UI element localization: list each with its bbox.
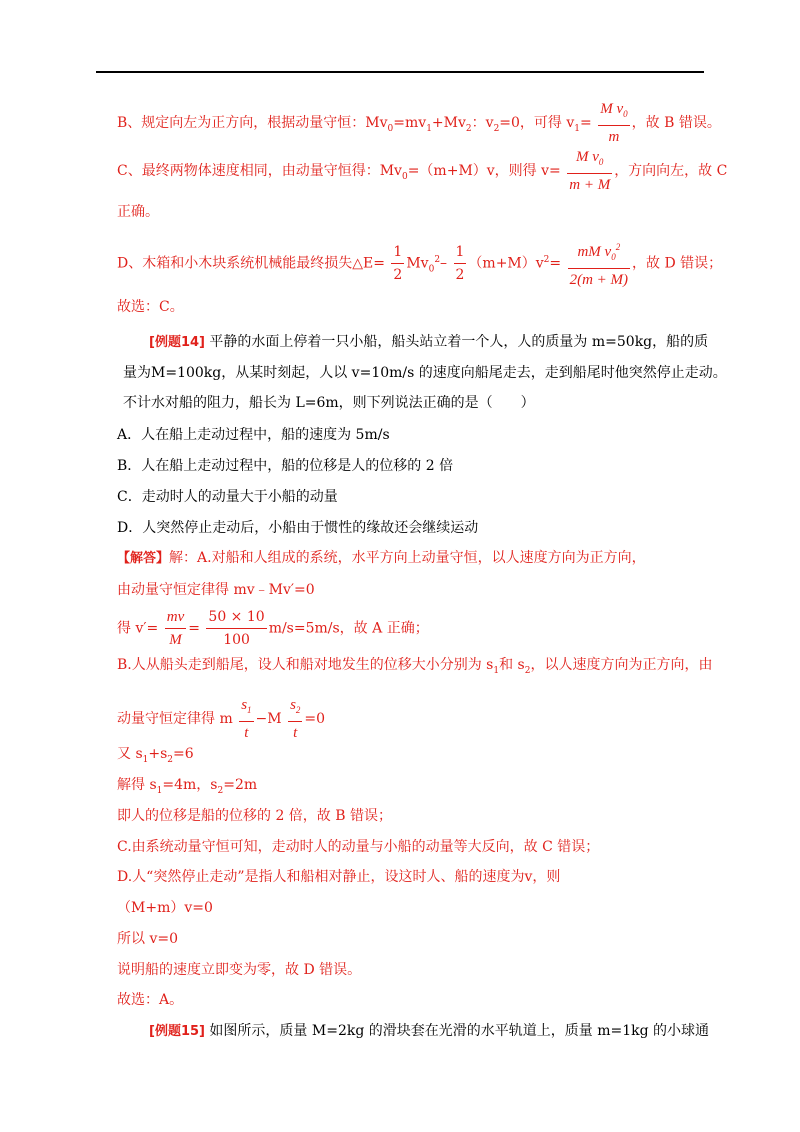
- option-d: D．人突然停止走动后，小船由于惯性的缘故还会继续运动: [117, 520, 479, 536]
- example-14-tag: [例题14]: [149, 335, 205, 350]
- solution-line-2: 由动量守恒定律得 mv﹣Mv′=0: [117, 582, 315, 598]
- fraction-one-half-b: $\frac{1}{2}$: [454, 241, 467, 286]
- solution-line-1: 【解答】解：A.对船和人组成的系统，水平方向上动量守恒，以人速度方向为正方向，: [117, 550, 646, 566]
- option-d-analysis: D、木箱和小木块系统机械能最终损失△E= $\frac{1}{2}$ $Mv_0^2-$ $\frac{1}{2}$ $(m+M)v^2=$ $\frac{mM v_0^2}{2(m + M)}$ ，故 D 错误；: [117, 236, 722, 291]
- solution-line-3: 得 v′= $\frac{mv}{M}$ = $\frac{50 \times 10}{100}$ m/s=5m/s，故 A 正确；: [117, 606, 429, 651]
- fraction-mv-over-m: $\frac{mv}{M}$: [165, 606, 187, 651]
- example-14-line-3: 不计水对船的阻力，船长为 L=6m，则下列说法正确的是（ ）: [123, 395, 535, 411]
- solution-c: C.由系统动量守恒可知，走动时人的动量与小船的动量等大反向，故 C 错误；: [117, 839, 600, 855]
- fraction-s1-over-t: $\frac{s_1}{t}$: [239, 694, 253, 744]
- solution-b-line-4: 解得 $s_1=4m$，$s_2=2m$: [117, 777, 258, 796]
- solution-b-line-1: B.人从船头走到船尾，设人和船对地发生的位移大小分别为 $s_1$和 $s_2$，以人速度方向为正方向，由: [117, 657, 713, 676]
- solution-d-line-1: D.人“突然停止走动”是指人和船相对静止，设这时人、船的速度为v，则: [117, 869, 561, 885]
- option-b: B．人在船上走动过程中，船的位移是人的位移的 2 倍: [117, 458, 454, 474]
- fraction-numeric: $\frac{50 \times 10}{100}$: [206, 606, 266, 651]
- solution-d-line-3: 所以 v=0: [117, 931, 178, 947]
- example-15-line-1: [例题15] 如图所示，质量 M=2kg 的滑块套在光滑的水平轨道上，质量 m=1kg 的小球通: [149, 1023, 710, 1039]
- option-c: C．走动时人的动量大于小船的动量: [117, 489, 338, 505]
- answer-c: 故选：C。: [117, 299, 184, 315]
- fraction-energy-loss: $\frac{mM v_0^2}{2(m + M)}$: [568, 236, 630, 291]
- fraction-m-v0-over-m-plus-m: $\frac{M v_0}{m + M}$: [567, 146, 612, 196]
- fraction-s2-over-t: $\frac{s_2}{t}$: [288, 694, 302, 744]
- solution-tag: 【解答】: [117, 551, 170, 566]
- fraction-m-v0-over-m: $\frac{M v_0}{m}$: [598, 98, 629, 148]
- option-b-analysis: B、规定向左为正方向，根据动量守恒：$Mv_0=mv_1+Mv_2$：$v_2=0$，可得 $v_1=$ $\frac{M v_0}{m}$ ，故 B 错误。: [117, 98, 721, 148]
- solution-b-line-5: 即人的位移是船的位移的 2 倍，故 B 错误；: [117, 808, 392, 824]
- header-rule: [96, 71, 704, 73]
- example-15-tag: [例题15]: [149, 1024, 205, 1039]
- option-c-analysis: C、最终两物体速度相同，由动量守恒得：$Mv_0=(m+M)v$，则得 v= $\frac{M v_0}{m + M}$ ，方向向左，故 C: [117, 146, 727, 196]
- solution-b-line-2: 动量守恒定律得 m $\frac{s_1}{t}$ −M $\frac{s_2}{t}$ =0: [117, 694, 325, 744]
- option-c-wrap: 正确。: [117, 204, 159, 220]
- fraction-one-half-a: $\frac{1}{2}$: [391, 241, 404, 286]
- solution-b-line-3: 又 $s_1+s_2=6$: [117, 746, 194, 765]
- solution-d-line-2: （M+m）v=0: [117, 900, 213, 916]
- example-14-line-2: 量为M=100kg，从某时刻起，人以 v=10m/s 的速度向船尾走去，走到船尾时他突然停止走动。: [123, 365, 727, 381]
- example-14-line-1: [例题14] 平静的水面上停着一只小船，船头站立着一个人，人的质量为 m=50kg，船的质: [149, 334, 709, 350]
- solution-d-line-4: 说明船的速度立即变为零，故 D 错误。: [117, 962, 362, 978]
- option-a: A．人在船上走动过程中，船的速度为 5m/s: [117, 427, 390, 443]
- answer-a: 故选：A。: [117, 992, 184, 1008]
